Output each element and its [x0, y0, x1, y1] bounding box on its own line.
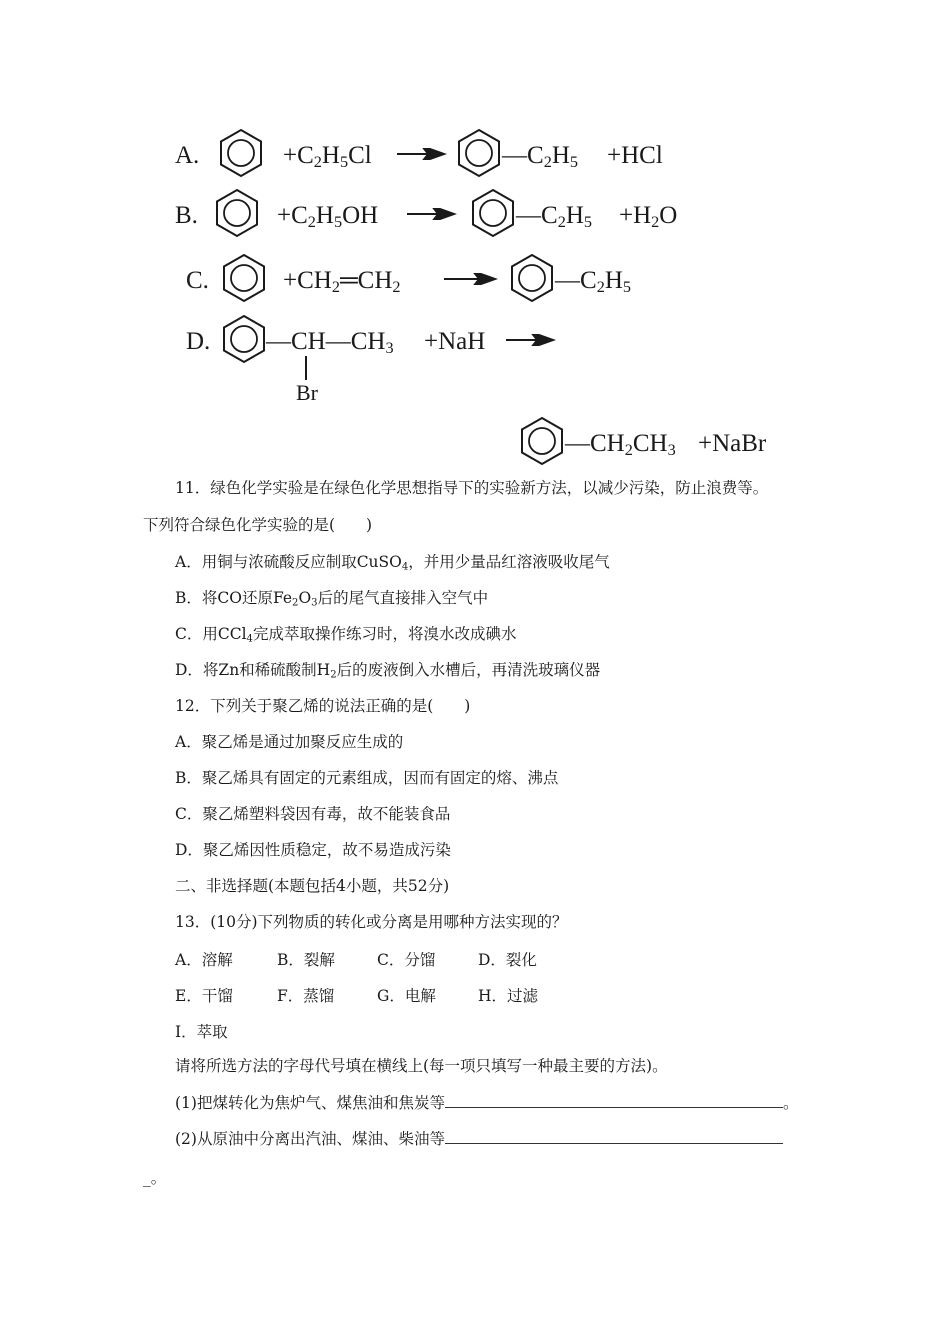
q13-option: D．裂化 — [478, 951, 537, 969]
benzene-ring — [469, 188, 517, 238]
benzene-ring — [217, 128, 265, 178]
q11-option-c: C．用CCl$_4$完成萃取操作练习时，将溴水改成碘水 — [175, 625, 517, 645]
q12-option-d: D．聚乙烯因性质稳定，故不易造成污染 — [175, 841, 451, 859]
reagent: $+C_2H_5OH$ — [277, 202, 379, 232]
benzene-ring — [508, 253, 556, 303]
reagent: $+CH_2═CH_2$ — [283, 267, 401, 297]
q13-part-2-end: _。 — [143, 1169, 167, 1187]
q11-option-d: D．将Zn和稀硫酸制$H_2$后的废液倒入水槽后，再清洗玻璃仪器 — [175, 661, 601, 681]
bromine-label: Br — [296, 380, 318, 405]
answer-blank[interactable] — [445, 1129, 783, 1144]
reagent: +NaH — [424, 328, 486, 355]
q13-option: C．分馏 — [377, 951, 436, 969]
byproduct: +HCl — [607, 142, 663, 169]
q11-option-b: B．将CO还原$Fe_2O_3$后的尾气直接排入空气中 — [175, 589, 489, 609]
byproduct: $+H_2O$ — [619, 202, 678, 232]
q12-option-b: B．聚乙烯具有固定的元素组成，因而有固定的熔、沸点 — [175, 769, 559, 787]
q13-stem: 13．(10分)下列物质的转化或分离是用哪种方法实现的？ — [175, 913, 568, 931]
benzene-ring — [455, 128, 503, 178]
product: $—C_2H_5$ — [516, 202, 592, 232]
q13-option: H．过滤 — [478, 987, 539, 1005]
arrow-icon — [506, 334, 556, 346]
reagent: $+C_2H_5Cl$ — [283, 142, 372, 172]
q11-stem-cont: 下列符合绿色化学实验的是( ) — [143, 516, 373, 534]
q13-option: B．裂解 — [277, 951, 335, 969]
arrow-icon — [407, 208, 457, 220]
benzene-ring — [518, 416, 566, 466]
option-label: C. — [186, 267, 209, 294]
benzene-ring — [220, 253, 268, 303]
q13-part-2: (2)从原油中分离出汽油、煤油、柴油等 — [175, 1129, 783, 1149]
q13-option: E．干馏 — [175, 987, 233, 1005]
bond-line — [304, 356, 308, 380]
q13-instruction: 请将所选方法的字母代号填在横线上(每一项只填写一种最主要的方法)。 — [175, 1057, 668, 1075]
substrate: $—CH—CH_3$ — [266, 328, 394, 358]
q13-option: I．萃取 — [175, 1023, 228, 1041]
q13-option: A．溶解 — [175, 951, 233, 969]
arrow-icon — [444, 273, 498, 285]
q13-option: G．电解 — [377, 987, 436, 1005]
q13-option: F．蒸馏 — [277, 987, 335, 1005]
arrow-icon — [397, 148, 447, 160]
option-label: A. — [175, 142, 200, 169]
option-label: D. — [186, 328, 211, 355]
product: $—C_2H_5$ — [502, 142, 578, 172]
product: $—CH_2CH_3$ — [565, 430, 676, 460]
product: $—C_2H_5$ — [555, 267, 631, 297]
byproduct: +NaBr — [698, 430, 767, 457]
benzene-ring — [213, 188, 261, 238]
answer-blank[interactable] — [445, 1093, 783, 1108]
q12-stem: 12．下列关于聚乙烯的说法正确的是( ) — [175, 697, 471, 715]
section-heading: 二、非选择题(本题包括4小题，共52分) — [175, 877, 450, 895]
q13-part-1: (1)把煤转化为焦炉气、煤焦油和焦炭等 。 — [175, 1094, 799, 1112]
option-label: B. — [175, 202, 198, 229]
q11-stem: 11．绿色化学实验是在绿色化学思想指导下的实验新方法，以减少污染，防止浪费等。 — [175, 479, 769, 497]
benzene-ring — [220, 314, 268, 364]
q12-option-c: C．聚乙烯塑料袋因有毒，故不能装食品 — [175, 805, 451, 823]
q11-option-a: A．用铜与浓硫酸反应制取CuSO$_4$，并用少量品红溶液吸收尾气 — [175, 553, 610, 573]
q12-option-a: A．聚乙烯是通过加聚反应生成的 — [175, 733, 404, 751]
